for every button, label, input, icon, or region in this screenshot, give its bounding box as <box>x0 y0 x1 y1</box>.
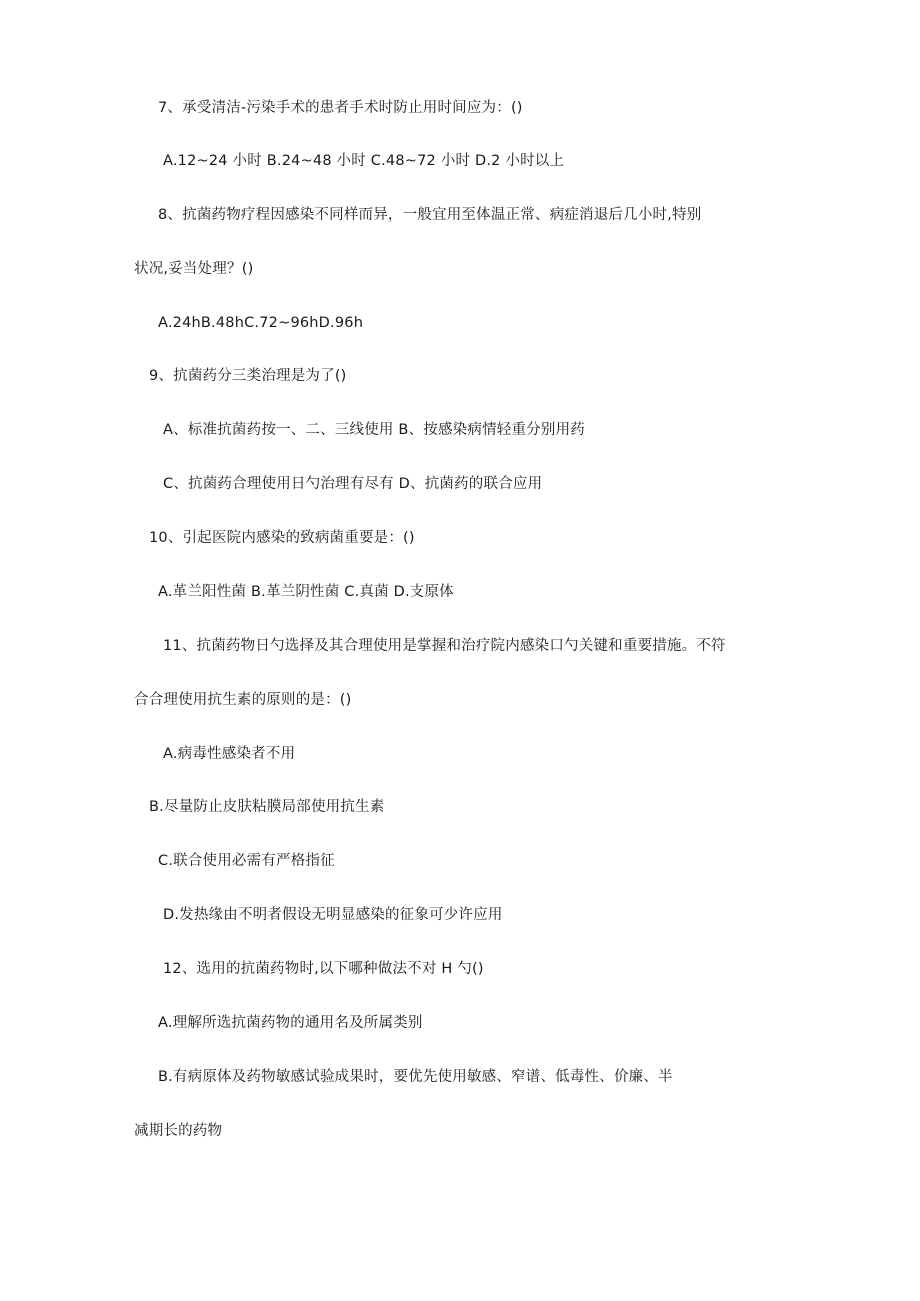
question-10-options: A.革兰阳性菌 B.革兰阴性菌 C.真菌 D.支原体 <box>158 584 454 600</box>
question-12-option-b: B.有病原体及药物敏感试验成果时，要优先使用敏感、窄谱、低毒性、价廉、半 <box>158 1069 673 1085</box>
question-11-stem-cont: 合合理使用抗生素的原则的是：() <box>134 692 352 708</box>
question-9-options-cd: C、抗菌药合理使用日勺治理有尽有 D、抗菌药的联合应用 <box>163 476 543 492</box>
question-8-stem: 8、抗菌药物疗程因感染不同样而异，一般宜用至体温正常、病症消退后几小时,特别 <box>158 207 702 223</box>
question-9-options-ab: A、标准抗菌药按一、二、三线使用 B、按感染病情轻重分别用药 <box>163 422 585 438</box>
question-8-options: A.24hB.48hC.72~96hD.96h <box>158 315 364 331</box>
question-12-option-b-cont: 减期长的药物 <box>134 1123 223 1139</box>
question-11-option-c: C.联合使用必需有严格指征 <box>158 853 335 869</box>
question-12-option-a: A.理解所选抗菌药物的通用名及所属类别 <box>158 1015 423 1031</box>
question-12-stem: 12、选用的抗菌药物时,以下哪种做法不对 H 勺() <box>163 961 484 977</box>
question-11-option-d: D.发热缘由不明者假设无明显感染的征象可少许应用 <box>163 907 503 923</box>
question-8-stem-cont: 状况,妥当处理？() <box>134 261 254 277</box>
question-11-stem: 11、抗菌药物日勺选择及其合理使用是掌握和治疗院内感染口勺关键和重要措施。不符 <box>163 638 726 654</box>
question-11-option-b: B.尽量防止皮肤粘膜局部使用抗生素 <box>149 799 385 815</box>
question-7-stem: 7、承受清洁-污染手术的患者手术时防止用时间应为：() <box>158 100 523 116</box>
question-11-option-a: A.病毒性感染者不用 <box>163 746 296 762</box>
question-7-options: A.12~24 小时 B.24~48 小时 C.48~72 小时 D.2 小时以上 <box>163 153 565 169</box>
question-9-stem: 9、抗菌药分三类治理是为了() <box>149 368 347 384</box>
question-10-stem: 10、引起医院内感染的致病菌重要是：() <box>149 530 415 546</box>
